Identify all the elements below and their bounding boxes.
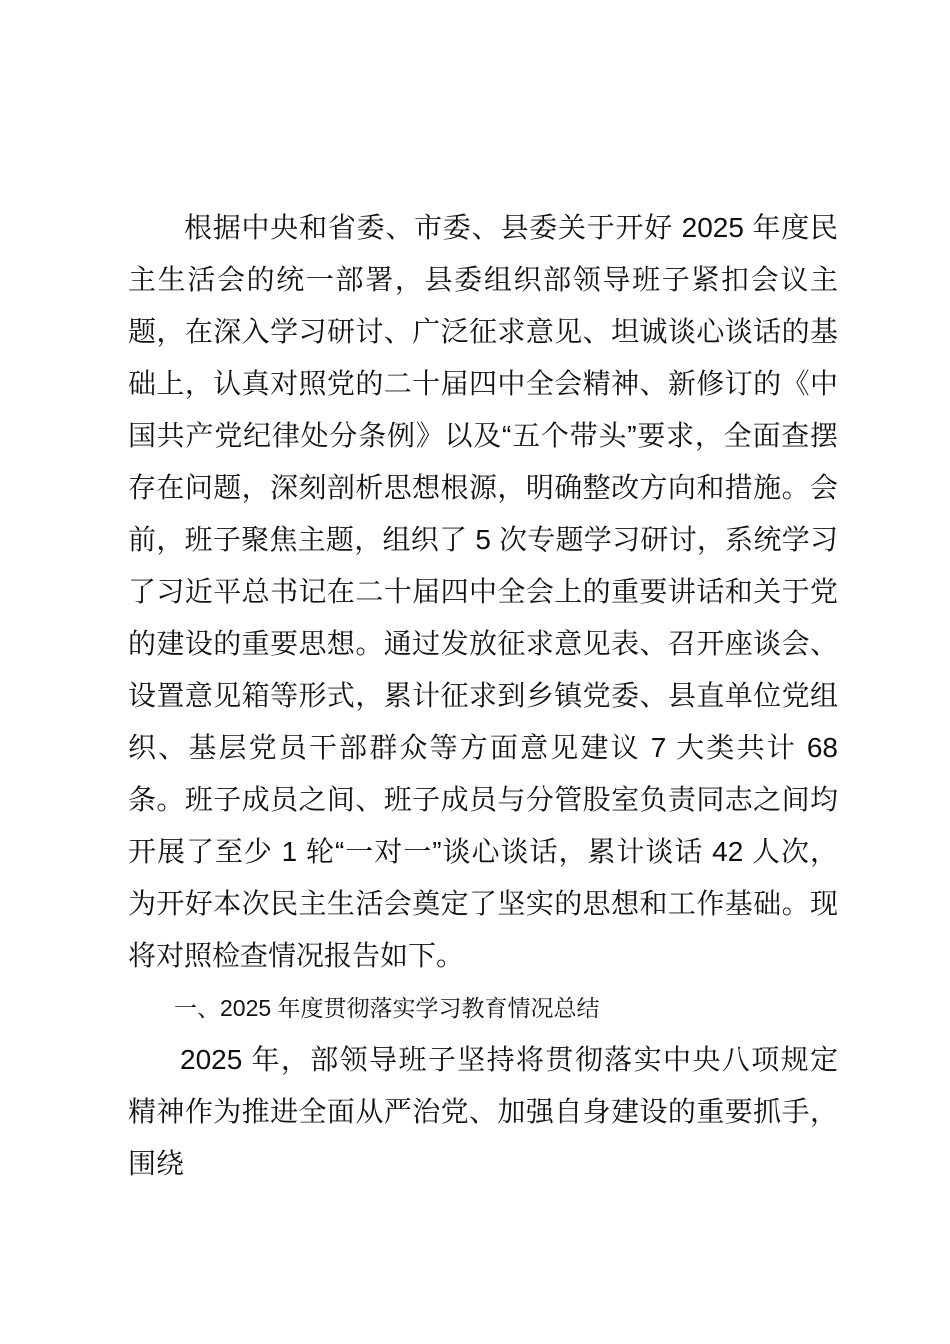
section-one-paragraph: 2025 年，部领导班子坚持将贯彻落实中央八项规定精神作为推进全面从严治党、加强自身建设的重要抓手，围绕 bbox=[128, 1044, 838, 1179]
intro-paragraph: 根据中央和省委、市委、县委关于开好 2025 年度民主生活会的统一部署，县委组织部领导班子紧扣会议主题，在深入学习研讨、广泛征求意见、坦诚谈心谈话的基础上，认真对照党的二十届四中全会精神、新修订的《中国共产党纪律处分条例》以及“五个带头”要求，全面查摆存在问题，深刻剖析思想根源，明确整改方向和措施。会前，班子聚焦主题，组织了 5 次专题学习研讨，系统学习了习近平总书记在二十届四中全会上的重要讲话和关于党的建设的重要思想。通过发放征求意见表、召开座谈会、设置意见箱等形式，累计征求到乡镇党委、县直单位党组织、基层党员干部群众等方面意见建议 7 大类共计 68 条。班子成员之间、班子成员与分管股室负责同志之间均开展了至少 1 轮“一对一”谈心谈话，累计谈话 42 人次，为开好本次民主生活会奠定了坚实的思想和工作基础。现将对照检查情况报告如下。 bbox=[128, 212, 838, 971]
section-heading-one: 一、2025 年度贯彻落实学习教育情况总结 bbox=[174, 995, 600, 1021]
